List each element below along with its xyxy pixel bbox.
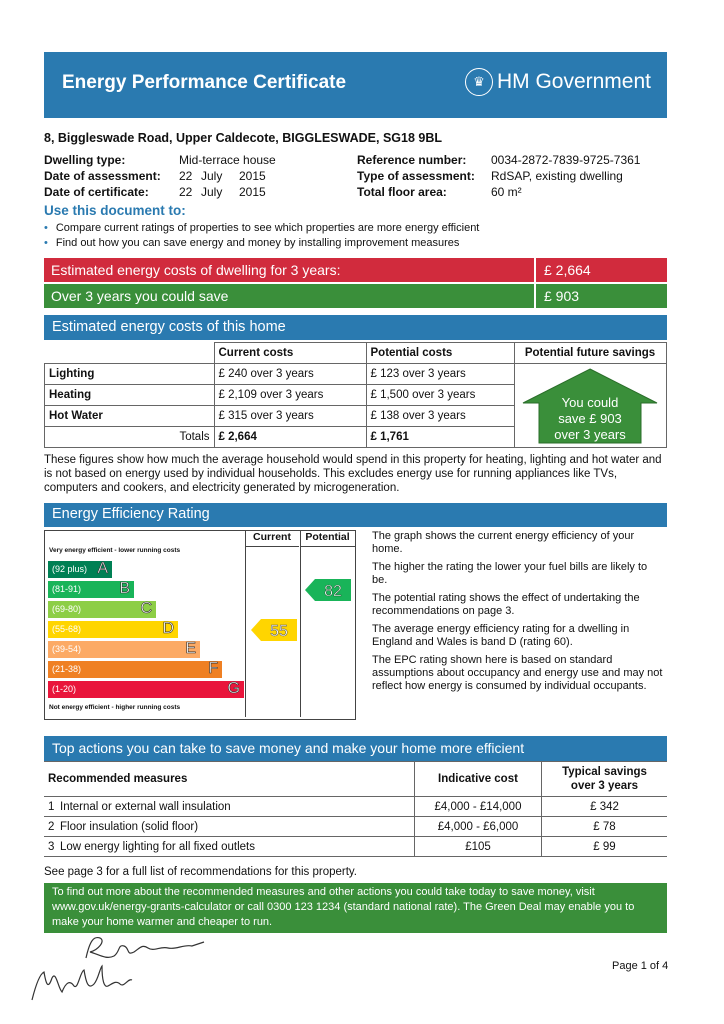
hm-government-logo [465, 68, 651, 96]
potential-rating-value: 82 [324, 583, 342, 600]
rating-bottom-note: Not energy efficient - higher running costs [49, 704, 181, 711]
floor-label: Total floor area: [357, 185, 447, 199]
band-letter: C [140, 600, 152, 617]
total-current: £ 2,664 [214, 427, 366, 448]
savings-line-3: over 3 years [554, 427, 626, 442]
dwelling-type-label: Dwelling type: [44, 153, 126, 167]
dwelling-type: Mid-terrace house [179, 153, 276, 167]
green-deal-box [44, 883, 667, 933]
row-current: £ 2,109 over 3 years [214, 385, 366, 406]
potential-rating-arrow [305, 579, 351, 601]
row-potential: £ 123 over 3 years [366, 364, 514, 385]
row-current: £ 240 over 3 years [214, 364, 366, 385]
rating-band-g [48, 681, 244, 698]
rating-band-a [48, 561, 112, 578]
certificate-month: July [201, 185, 223, 199]
rating-explanation [372, 530, 664, 698]
estimated-cost-value: £ 2,664 [534, 258, 591, 282]
rating-para: The potential rating shows the effect of undertaking the recommendations on page 3. [372, 592, 640, 617]
band-letter: E [185, 640, 196, 657]
measure-cost: £4,000 - £14,000 [415, 797, 542, 817]
rating-para: The EPC rating shown here is based on standard assumptions about occupancy and energy use and may not reflect how energy is consumed by individual occupants. [372, 654, 663, 692]
certificate-label: Date of certificate: [44, 185, 149, 199]
total-potential: £ 1,761 [366, 427, 514, 448]
table-row [44, 797, 667, 817]
header-savings [542, 762, 668, 797]
assessment-year: 2015 [239, 169, 266, 183]
estimated-cost-bar [44, 258, 667, 282]
band-range: (55-68) [52, 624, 82, 634]
rating-top-note: Very energy efficient - lower running costs [49, 547, 181, 554]
savings-label: Over 3 years you could save [51, 288, 229, 304]
use-doc-item: • Find out how you can save energy and money by installing improvement measures [44, 236, 479, 251]
see-page-note: See page 3 for a full list of recommendations for this property. [44, 866, 357, 878]
rating-band-c [48, 601, 156, 618]
costs-title: Estimated energy costs of this home [52, 319, 286, 335]
measure-number: 2 [48, 820, 55, 833]
measure-cell [44, 797, 415, 817]
measure-saving: £ 78 [542, 817, 668, 837]
page-number: Page 1 of 4 [612, 960, 669, 972]
measure-number: 3 [48, 840, 55, 853]
band-range: (39-54) [52, 644, 82, 654]
band-range: (21-38) [52, 664, 82, 674]
measure-saving: £ 99 [542, 837, 668, 857]
rating-band-e [48, 641, 200, 658]
table-row [44, 837, 667, 857]
band-letter: D [162, 620, 174, 637]
header-potential: Potential costs [366, 343, 514, 364]
band-letter: G [227, 680, 240, 697]
header-measure: Recommended measures [44, 762, 415, 797]
gov-label: HM Government [496, 70, 651, 93]
row-name: Hot Water [45, 406, 215, 427]
rating-chart [44, 530, 356, 720]
floor-area: 60 m² [491, 185, 522, 199]
details-right [357, 152, 640, 200]
measure-cell [44, 817, 415, 837]
rating-title: Energy Efficiency Rating [52, 506, 210, 522]
header-current: Current costs [214, 343, 366, 364]
savings-bar [44, 284, 667, 308]
measure-cost: £105 [415, 837, 542, 857]
header-future: Potential future savings [514, 343, 666, 364]
use-doc-list [44, 221, 479, 251]
current-rating-arrow [251, 619, 297, 641]
use-doc-item: • Compare current ratings of properties to see which properties are more energy efficient [44, 221, 479, 236]
actions-table [44, 761, 667, 857]
reference-number: 0034-2872-7839-9725-7361 [491, 153, 641, 167]
col-current-header: Current [245, 531, 299, 547]
savings-value: £ 903 [534, 284, 579, 308]
rating-section-header [44, 503, 667, 527]
estimated-cost-label: Estimated energy costs of dwelling for 3 years: [51, 262, 341, 278]
savings-line-1: You could [561, 395, 619, 410]
band-letter: F [208, 660, 218, 677]
assessment-label: Date of assessment: [44, 169, 161, 183]
measure-name: Internal or external wall insulation [60, 800, 231, 813]
measure-cost: £4,000 - £6,000 [415, 817, 542, 837]
type-label: Type of assessment: [357, 169, 475, 183]
measure-cell [44, 837, 415, 857]
rating-band-f [48, 661, 222, 678]
band-range: (1-20) [52, 684, 77, 694]
actions-section-header [44, 736, 667, 761]
reference-label: Reference number: [357, 153, 467, 167]
band-range: (81-91) [52, 584, 82, 594]
costs-note: These figures show how much the average household would spend in this property for heating, lighting and hot water and is not based on energy used by individual households. This excludes energy use for running appliances like TVs, computers and cookers, and electricity generated by microgeneration. [44, 454, 662, 494]
actions-title: Top actions you can take to save money and make your home more efficient [52, 740, 525, 756]
assessment-day: 22 [179, 169, 193, 183]
royal-crest-icon: ♛ [465, 68, 493, 96]
header-savings-line-1: Typical savings [562, 766, 647, 778]
current-rating-value: 55 [270, 623, 288, 640]
measure-number: 1 [48, 800, 55, 813]
document-title: Energy Performance Certificate [62, 72, 347, 93]
measure-name: Floor insulation (solid floor) [60, 820, 199, 833]
savings-line-2: save £ 903 [558, 411, 622, 426]
table-row [44, 817, 667, 837]
header-cost: Indicative cost [415, 762, 542, 797]
costs-section-header [44, 315, 667, 340]
signature-2 [28, 960, 138, 1006]
rating-para: The average energy efficiency rating for a dwelling in England and Wales is band D (rating 60). [372, 623, 630, 648]
col-potential-header: Potential [300, 531, 355, 547]
assessment-month: July [201, 169, 223, 183]
certificate-year: 2015 [239, 185, 266, 199]
green-deal-text: To find out more about the recommended measures and other actions you could take today to save money, visit www.gov.uk/energy-grants-calculator or call 0300 123 1234 (standard national rate). The Green Deal may enable you to make your home warmer and cheaper to run. [52, 886, 635, 928]
assessment-type: RdSAP, existing dwelling [491, 169, 623, 183]
details-left [44, 152, 276, 200]
measure-name: Low energy lighting for all fixed outlets [60, 840, 255, 853]
savings-arrow-icon [515, 363, 666, 447]
rating-band-b [48, 581, 134, 598]
rating-band-d [48, 621, 178, 638]
rating-para: The graph shows the current energy efficiency of your home. [372, 530, 635, 555]
header-savings-line-2: over 3 years [570, 780, 639, 792]
use-doc-title: Use this document to: [44, 203, 186, 218]
certificate-day: 22 [179, 185, 193, 199]
property-address: 8, Biggleswade Road, Upper Caldecote, BIGGLESWADE, SG18 9BL [44, 131, 443, 145]
row-name: Lighting [45, 364, 215, 385]
band-range: (92 plus) [52, 564, 88, 574]
row-name: Heating [45, 385, 215, 406]
totals-label: Totals [45, 427, 215, 448]
row-current: £ 315 over 3 years [214, 406, 366, 427]
band-range: (69-80) [52, 604, 82, 614]
band-letter: A [97, 560, 108, 577]
header-banner [44, 52, 667, 118]
measure-saving: £ 342 [542, 797, 668, 817]
rating-para: The higher the rating the lower your fuel bills are likely to be. [372, 561, 648, 586]
band-letter: B [119, 580, 130, 597]
row-potential: £ 138 over 3 years [366, 406, 514, 427]
row-potential: £ 1,500 over 3 years [366, 385, 514, 406]
